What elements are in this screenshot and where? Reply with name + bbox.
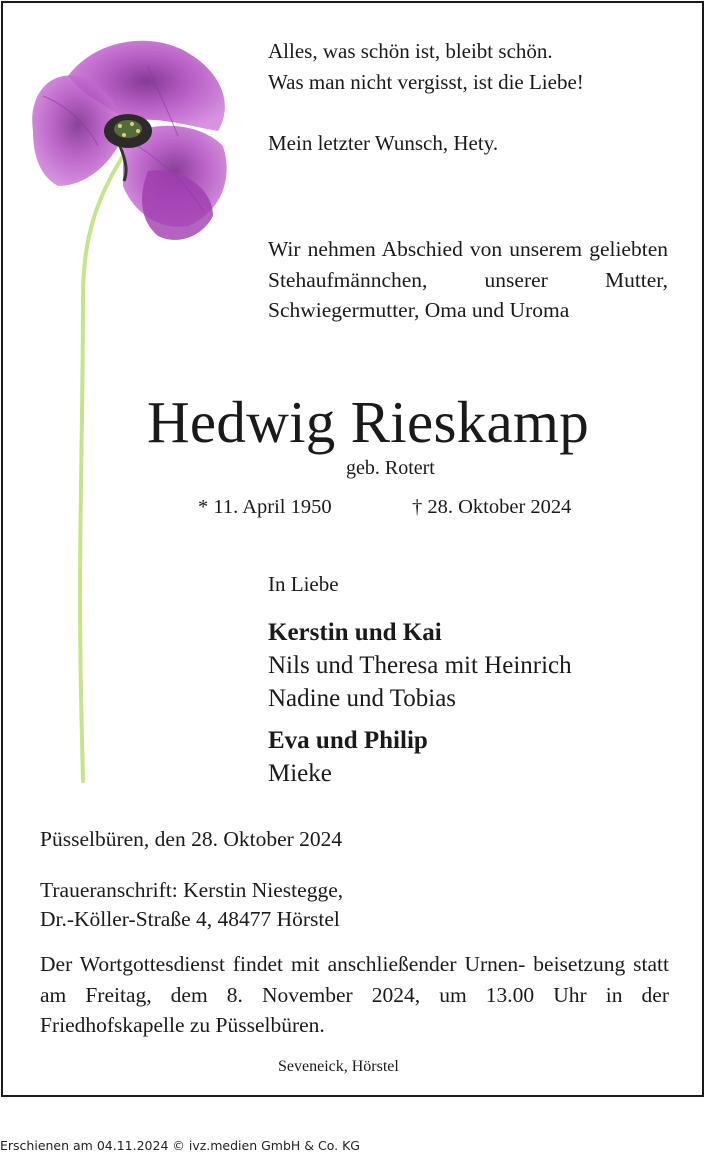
mourner-group-1-head: Kerstin und Kai bbox=[268, 619, 442, 646]
last-wish: Mein letzter Wunsch, Hety. bbox=[268, 131, 499, 155]
undertaker: Seveneick, Hörstel bbox=[278, 1058, 399, 1075]
mourner-group-2-line-1: Mieke bbox=[268, 760, 332, 787]
mourner-group-1-line-1: Nils und Theresa mit Heinrich bbox=[268, 652, 572, 679]
address-line-1: Traueranschrift: Kerstin Niestegge, bbox=[40, 878, 344, 902]
publication-footer: Erschienen am 04.11.2024 © ivz.medien GmbH & Co. KG bbox=[0, 1138, 360, 1153]
intro-text: Wir nehmen Abschied von unserem geliebten Stehaufmännchen, unserer Mutter, Schwiegermutter, Oma und Uroma bbox=[268, 237, 668, 322]
address-line-2: Dr.-Köller-Straße 4, 48477 Hörstel bbox=[40, 907, 340, 931]
death-date: † 28. Oktober 2024 bbox=[412, 496, 572, 518]
mourner-group-2-head: Eva und Philip bbox=[268, 727, 428, 754]
mourner-group-1-line-2: Nadine und Tobias bbox=[268, 685, 457, 712]
maiden-name: geb. Rotert bbox=[346, 457, 435, 479]
deceased-name: Hedwig Rieskamp bbox=[147, 389, 590, 455]
in-love-label: In Liebe bbox=[268, 572, 339, 596]
poem-line-1: Alles, was schön ist, bleibt schön. bbox=[268, 39, 553, 63]
poem-line-2: Was man nicht vergisst, ist die Liebe! bbox=[268, 70, 584, 94]
place-date: Püsselbüren, den 28. Oktober 2024 bbox=[40, 827, 343, 851]
service-text: Der Wortgottesdienst findet mit anschließender Urnen- beisetzung statt am Freitag, dem 8. November 2024, um 13.00 Uhr in der Friedhofskapelle zu Püsselbüren. bbox=[40, 952, 669, 1037]
birth-date: * 11. April 1950 bbox=[198, 496, 332, 518]
